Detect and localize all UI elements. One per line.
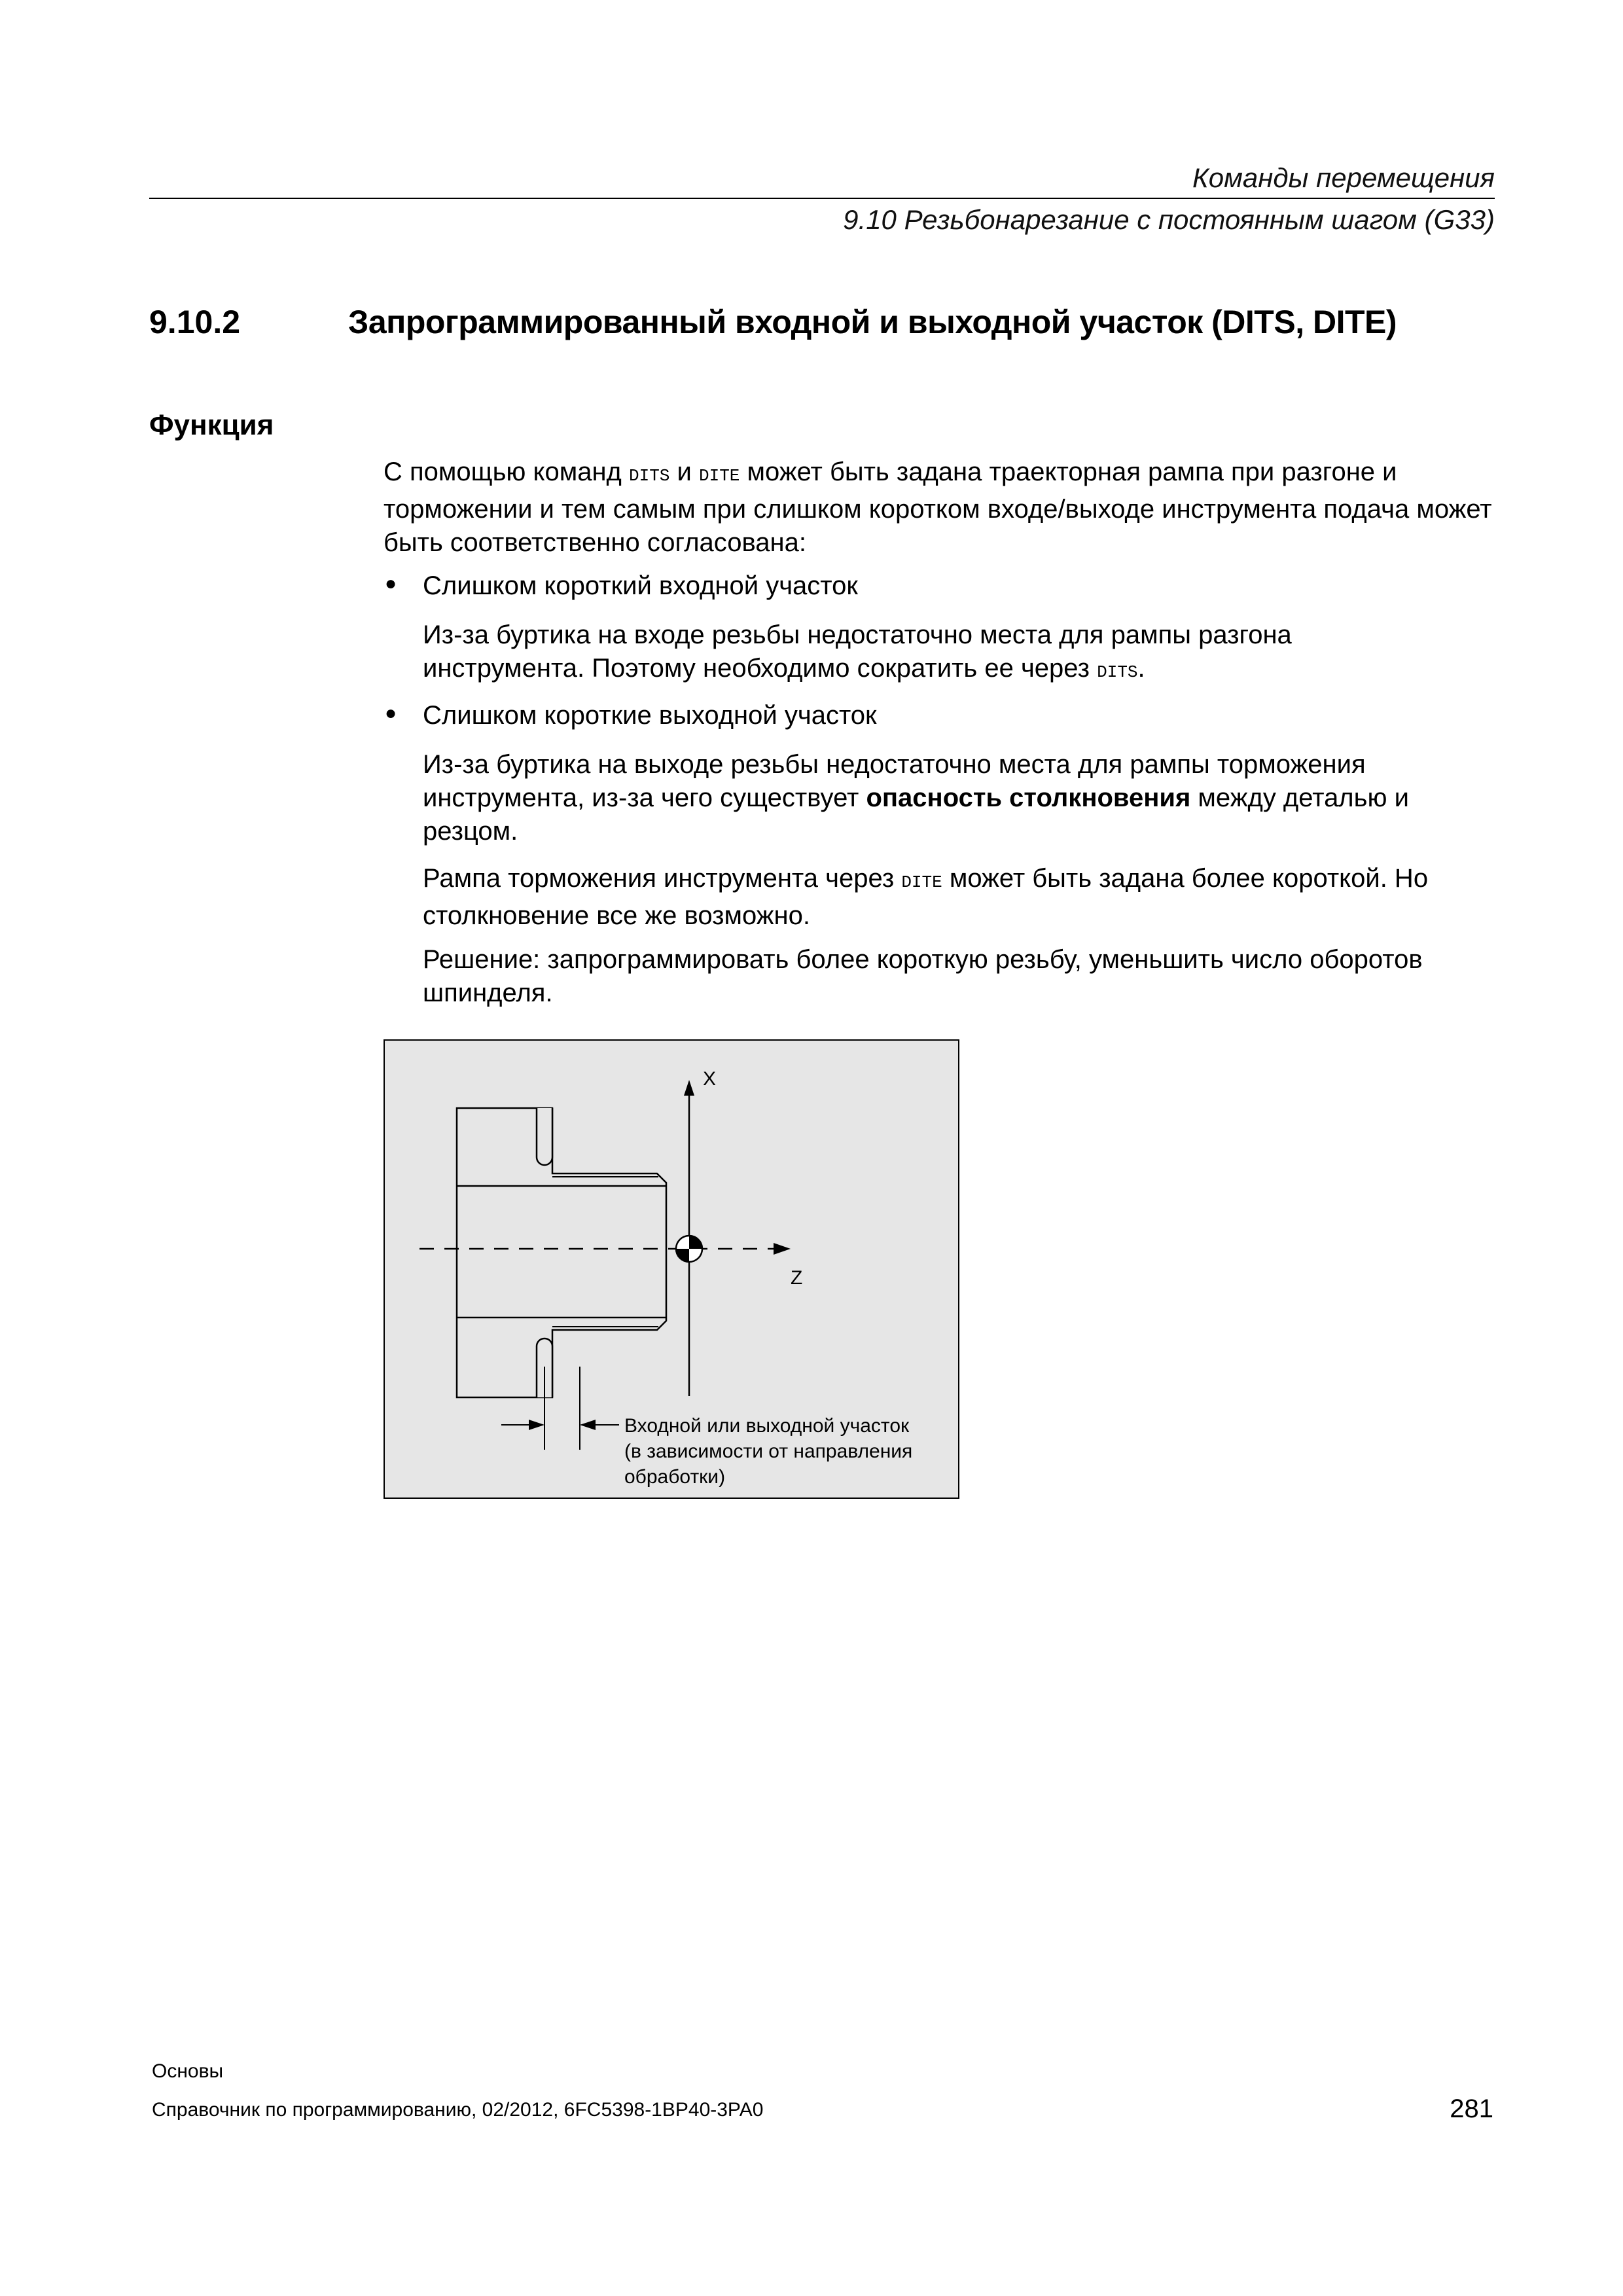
bullet-1-paragraph [423,619,1457,689]
section-number: 9.10.2 [149,304,241,340]
collision-warning: опасность столкновения [866,783,1191,812]
figure-caption-line-1: Входной или выходной участок [624,1415,910,1437]
bullet-1-text-2: . [1137,654,1145,683]
code-dite: DITE [901,872,942,892]
code-dite: DITE [699,466,740,486]
bullet-2-text-4: может быть задана более короткой. Но столкновение все же возможно. [423,864,1429,930]
upper-groove [537,1108,552,1165]
intro-text-2: и [669,457,699,486]
subheading-function: Функция [149,409,274,441]
intro-paragraph [383,456,1509,560]
footer-line-2: Справочник по программированию, 02/2012, 6FC5398-1BP40-3PA0 [152,2099,764,2121]
bullet-icon: ● [385,702,397,724]
footer-line-1: Основы [152,2060,224,2082]
bullet-2-text-2: между деталью и резцом. [423,783,1409,846]
section-title: Запрограммированный входной и выходной участок (DITS, DITE) [348,304,1397,340]
bullet-icon: ● [385,573,397,594]
bullet-2-text-1: Из-за буртика на выходе резьбы недостаточно места для рампы торможения инструмента, из-за чего существует [423,750,1366,812]
bullet-2-text-3: Рампа торможения инструмента через [423,864,902,893]
header-rule [149,198,1495,199]
z-axis-label: Z [791,1267,803,1289]
bullet-2-paragraph-2 [423,862,1509,933]
x-axis-label: X [703,1068,717,1090]
bullet-2-paragraph-3: Решение: запрограммировать более короткую резьбу, уменьшить число оборотов шпинделя. [423,945,1423,1007]
bullet-1-title: Слишком короткий входной участок [423,571,858,600]
bullet-1-text-1: Из-за буртика на входе резьбы недостаточно места для рампы разгона инструмента. Поэтому необходимо сократить ее через [423,620,1292,683]
bullet-2-title: Слишком короткие выходной участок [423,701,877,730]
code-dits: DITS [1097,662,1138,682]
code-dits: DITS [629,466,670,486]
intro-text-3: может быть задана траекторная рампа при разгоне и торможении и тем самым при слишком коротком входе/выходе инструмента подача может быть соответственно согласована: [383,457,1492,557]
figure-caption-line-2: (в зависимости от направления [624,1441,913,1462]
page-number: 281 [1450,2094,1493,2123]
header-chapter: Команды перемещения [1192,162,1495,193]
intro-text-1: С помощью команд [383,457,629,486]
figure-caption-line-3: обработки) [624,1466,726,1488]
thread-diagram [383,1039,959,1499]
bullet-2-paragraph-1 [423,748,1496,848]
header-section: 9.10 Резьбонарезание с постоянным шагом (G33) [843,204,1495,235]
